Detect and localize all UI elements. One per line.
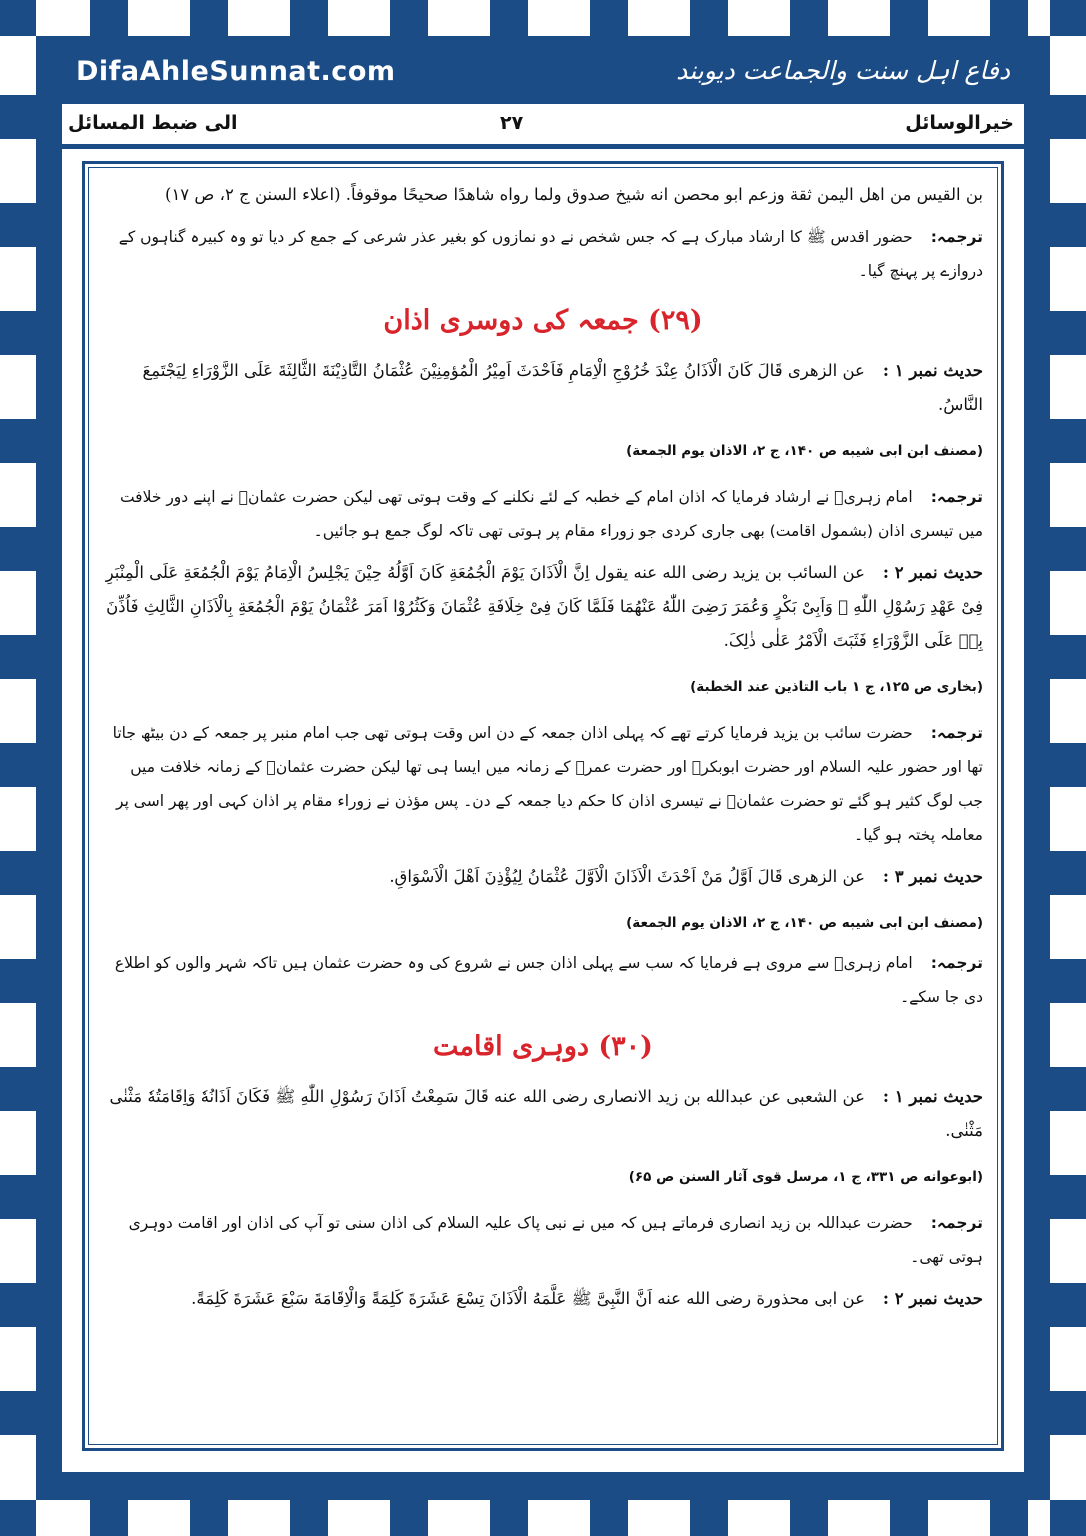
- hadith-30-1: [103, 1080, 983, 1148]
- translation-label: ترجمہ:: [930, 228, 983, 246]
- hadith-text: عن ابی محذورة رضی الله عنه اَنَّ النَّبِیَّ ﷺ عَلَّمَهُ الْاَذَانَ تِسْعَ عَشَرَةَ کَلِمَةً وَالْاِقَامَةَ سَبْعَ عَشَرَةَ کَلِمَةً.: [191, 1289, 865, 1308]
- hadith-label: حدیث نمبر ۲ :: [882, 563, 983, 582]
- brand-title: دفاع اہل سنت والجماعت دیوبند: [676, 56, 1010, 85]
- book-title-left: الی ضبط المسائل: [68, 112, 238, 134]
- border-left: [0, 0, 36, 1536]
- translation-29-3: [103, 946, 983, 1014]
- hadith-29-3: [103, 860, 983, 894]
- reference: (مصنف ابن ابی شیبه ص ۱۴۰، ج ۲، الاذان یوم الجمعة): [626, 915, 983, 931]
- section-heading-30: (۳۰) دوہری اقامت: [433, 1031, 653, 1062]
- translation-text: حضرت عبداللہ بن زید انصاری فرماتے ہیں کہ میں نے نبی پاک علیہ السلام کی اذان سنی تو آپ کی اذان اور اقامت دوہری ہوتی تھی۔: [128, 1214, 983, 1266]
- hadith-text: عن الشعبی عن عبدالله بن زید الانصاری رضی الله عنه قَالَ سَمِعْتُ اَذَانَ رَسُوْلِ اللّٰهِ ﷺ فَکَانَ اَذَانُهٗ وَاِقَامَتُهٗ مَثْنٰی مَثْنٰی.: [109, 1087, 983, 1140]
- translation-text: امام زہریؒ نے ارشاد فرمایا کہ اذان امام کے خطبہ کے لئے نکلنے کے وقت ہوتی تھی لیکن حضرت عثمانؓ نے اپنے دور خلافت میں تیسری اذان (بشمول اقامت) بھی جاری کردی جو زوراء مقام پر ہوتی تھی تاکہ لوگ جمع ہو جائیں۔: [119, 488, 983, 540]
- translation-text: حضرت سائب بن یزید فرمایا کرتے تھے کہ پہلی اذان جمعہ کے دن اس وقت ہوتی تھی جب امام منبر پر جمعہ کے دن بیٹھ جاتا تھا اور حضور علیہ السلام اور حضرت ابوبکرؓ اور حضرت عمرؓ کے زمانہ میں ایسا ہی تھا لیکن حضرت عثمانؓ کے زمانہ خلافت میں جب لوگ کثیر ہو گئے تو حضرت عثمانؓ نے تیسری اذان کا حکم دیا جمعہ کے دن۔ پس مؤذن نے زوراء مقام پر اذان کہی اور پھر اسی پر معاملہ پختہ ہو گیا۔: [112, 724, 983, 844]
- content-border: [82, 161, 1004, 1451]
- border-bottom: [0, 1500, 1086, 1536]
- hadith-29-1: [103, 354, 983, 422]
- translation-label: ترجمہ:: [930, 1214, 983, 1232]
- reference: (ابوعوانه ص ۳۳۱، ج ۱، مرسل قوی آثار السنن ص ۶۵): [628, 1169, 983, 1185]
- book-title-right: خیرالوسائل: [905, 112, 1014, 134]
- hadith-30-2: [103, 1282, 983, 1316]
- border-right: [1050, 0, 1086, 1536]
- header-bar: [62, 44, 1024, 104]
- content: [88, 167, 998, 1445]
- hadith-29-2: [103, 556, 983, 658]
- page-number: ۲۷: [500, 112, 524, 134]
- hadith-text: عن السائب بن یزید رضی الله عنه یقول اِنَّ الْاَذَانَ یَوْمَ الْجُمُعَةِ کَانَ اَوَّلُهُ حِیْنَ یَجْلِسُ الْاِمَامُ یَوْمَ الْجُمُعَةِ عَلَی الْمِنْبَرِ فِیْ عَهْدِ رَسُوْلِ اللّٰهِ ﷺ وَاَبِیْ بَکْرٍ وَعُمَرَ رَضِیَ اللّٰهُ عَنْهُمَا فَلَمَّا کَانَ فِیْ خِلَافَةِ عُثْمَانَ وَکَثُرُوْا اَمَرَ عُثْمَانُ یَوْمَ الْجُمُعَةِ بِالْاَذَانِ الثَّالِثِ فَاُذِّنَ بِهٖ عَلَی الزَّوْرَاءِ فَثَبَتَ الْاَمْرُ عَلٰی ذٰلِکَ.: [105, 563, 983, 650]
- hadith-text: عن الزهری قَالَ اَوَّلُ مَنْ اَحْدَثَ الْاَذَانَ الْاَوَّلَ عُثْمَانُ لِیُؤْذِنَ اَهْلَ الْاَسْوَاقِ.: [389, 867, 865, 886]
- border-top: [0, 0, 1086, 36]
- running-head: [62, 104, 1024, 149]
- translation-30-1: [103, 1206, 983, 1274]
- translation-text: حضور اقدس ﷺ کا ارشاد مبارک ہے کہ جس شخص نے دو نمازوں کو بغیر عذر شرعی کے جمع کر دیا تو وہ کبیرہ گناہوں کے دروازے پر پہنچ گیا۔: [118, 228, 983, 280]
- translation-label: ترجمہ:: [930, 954, 983, 972]
- reference: (بخاری ص ۱۲۵، ج ۱ باب التاذین عند الخطبة): [690, 679, 983, 695]
- reference: (مصنف ابن ابی شیبه ص ۱۴۰، ج ۲، الاذان یوم الجمعة): [626, 443, 983, 459]
- intro-arabic: بن القیس من اهل الیمن ثقة وزعم ابو محصن انه شیخ صدوق ولما رواه شاهدًا صحیحًا موقوفاً. (اعلاء السنن ج ۲، ص ۱۷): [165, 185, 983, 204]
- intro-translation: [103, 220, 983, 288]
- translation-text: امام زہریؒ سے مروی ہے فرمایا کہ سب سے پہلی اذان جس نے شروع کی وہ حضرت عثمان ہیں تاکہ شہر والوں کو اطلاع دی جا سکے۔: [114, 954, 983, 1006]
- hadith-label: حدیث نمبر ۱ :: [882, 1087, 983, 1106]
- hadith-label: حدیث نمبر ۳ :: [882, 867, 983, 886]
- translation-29-2: [103, 716, 983, 852]
- section-heading-29: (۲۹) جمعہ کی دوسری اذان: [383, 305, 703, 336]
- hadith-label: حدیث نمبر ۱ :: [882, 361, 983, 380]
- translation-29-1: [103, 480, 983, 548]
- hadith-text: عن الزهری قَالَ کَانَ الْاَذَانُ عِنْدَ خُرُوْجِ الْاِمَامِ فَاَحْدَثَ اَمِیْرُ الْمُؤمِنِیْنَ عُثْمَانُ التَّاذِیْنَةَ الثَّالِثَةَ عَلَی الزَّوْرَاءِ لِیَجْتَمِعَ النَّاسُ.: [142, 361, 983, 414]
- page: [62, 44, 1024, 1472]
- translation-label: ترجمہ:: [930, 724, 983, 742]
- translation-label: ترجمہ:: [930, 488, 983, 506]
- site-url[interactable]: DifaAhleSunnat.com: [76, 56, 396, 87]
- hadith-label: حدیث نمبر ۲ :: [882, 1289, 983, 1308]
